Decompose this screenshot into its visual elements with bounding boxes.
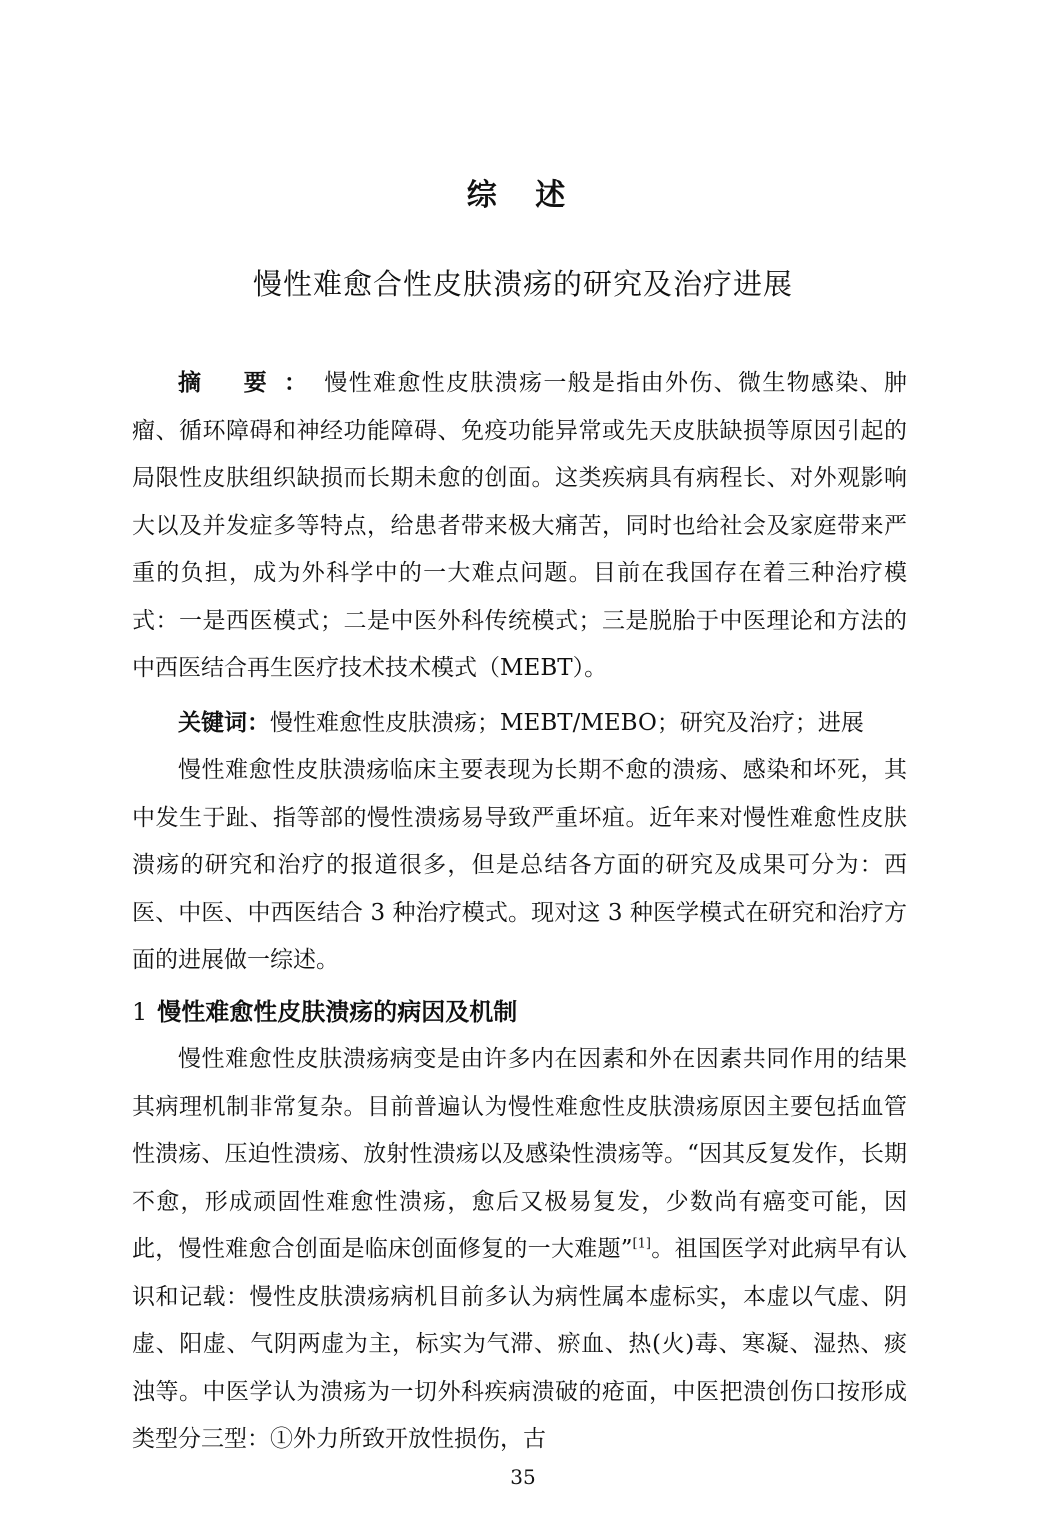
- section-heading-text: 慢性难愈性皮肤溃疡的病因及机制: [157, 997, 518, 1026]
- section-paragraph: [132, 1036, 907, 1464]
- keywords-paragraph: [132, 700, 907, 748]
- section-paragraph-part1: 慢性难愈性皮肤溃疡病变是由许多内在因素和外在因素共同作用的结果其病理机制非常复杂。目前普遍认为慢性难愈性皮肤溃疡原因主要包括血管性溃疡、压迫性溃疡、放射性溃疡以及感染性溃疡等。“因其反复发作，长期不愈，形成顽固性难愈性溃疡，愈后又极易复发，少数尚有癌变可能，因此，慢性难愈合创面是临床创面修复的一大难题”: [132, 1046, 907, 1262]
- abstract-label: 摘 要：: [178, 370, 325, 396]
- keywords-label: 关键词：: [178, 709, 270, 736]
- page-number: 35: [510, 1465, 536, 1489]
- intro-paragraph: 慢性难愈性皮肤溃疡临床主要表现为长期不愈的溃疡、感染和坏死，其中发生于趾、指等部的慢性溃疡易导致严重坏疽。近年来对慢性难愈性皮肤溃疡的研究和治疗的报道很多，但是总结各方面的研究及成果可分为：西医、中医、中西医结合 3 种治疗模式。现对这 3 种医学模式在研究和治疗方面的进展做一综述。: [132, 757, 907, 973]
- abstract-text: 慢性难愈性皮肤溃疡一般是指由外伤、微生物感染、肿瘤、循环障碍和神经功能障碍、免疫功能异常或先天皮肤缺损等原因引起的局限性皮肤组织缺损而长期未愈的创面。这类疾病具有病程长、对外观影响大以及并发症多等特点，给患者带来极大痛苦，同时也给社会及家庭带来严重的负担，成为外科学中的一大难点问题。目前在我国存在着三种治疗模式：一是西医模式；二是中医外科传统模式；三是脱胎于中医理论和方法的中西医结合再生医疗技术技术模式（MEBT）。: [132, 370, 907, 681]
- section-heading: [132, 989, 907, 1037]
- citation-reference[interactable]: [1]: [632, 1236, 651, 1252]
- section-title: 综 述: [466, 178, 580, 213]
- section-paragraph-part2: 。祖国医学对此病早有认识和记载：慢性皮肤溃疡病机目前多认为病性属本虚标实，本虚以气虚、阴虚、阳虚、气阴两虚为主，标实为气滞、瘀血、热(火)毒、寒凝、湿热、痰浊等。中医学认为溃疡为一切外科疾病溃破的疮面，中医把溃创伤口按形成类型分三型：①外力所致开放性损伤，古: [132, 1236, 907, 1452]
- section-number: 1: [132, 997, 148, 1026]
- body-text: [132, 360, 907, 1464]
- keywords-text: 慢性难愈性皮肤溃疡；MEBT/MEBO；研究及治疗；进展: [270, 709, 864, 736]
- paper-title: 慢性难愈合性皮肤溃疡的研究及治疗进展: [252, 267, 793, 301]
- abstract-paragraph: [132, 360, 907, 693]
